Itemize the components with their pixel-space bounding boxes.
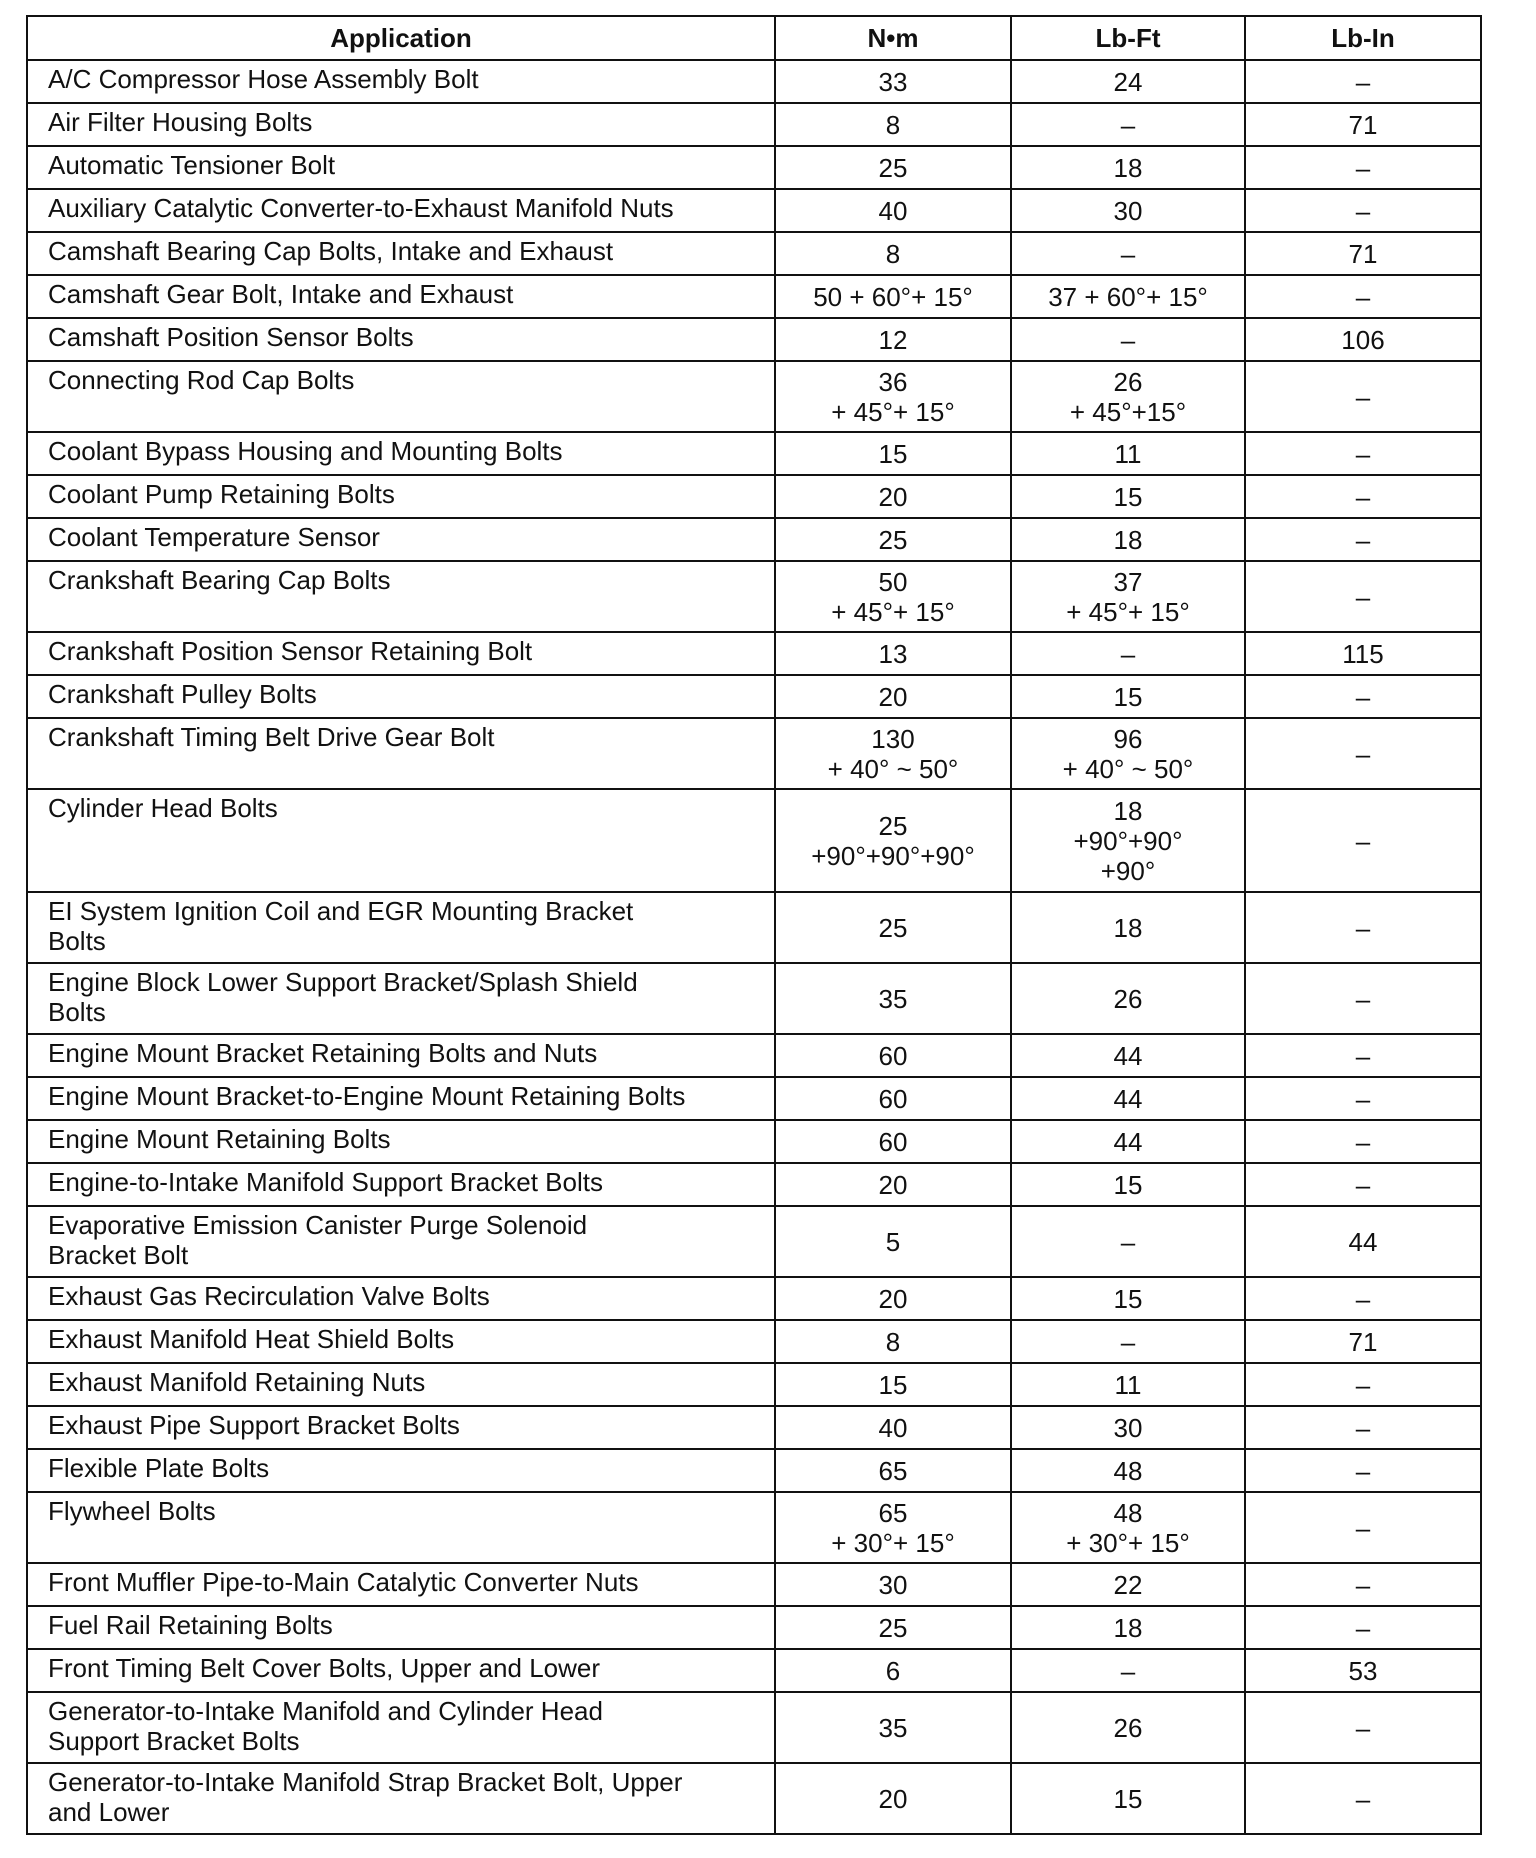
newton-meters-cell: 8 (775, 103, 1011, 146)
pound-inches-cell: – (1245, 518, 1481, 561)
application-cell: Cylinder Head Bolts (27, 789, 775, 892)
newton-meters-cell: 30 (775, 1563, 1011, 1606)
table-row (27, 1649, 1481, 1692)
pound-feet-cell: 48 + 30°+ 15° (1011, 1492, 1245, 1563)
pound-feet-cell: 30 (1011, 189, 1245, 232)
pound-inches-cell: – (1245, 1163, 1481, 1206)
pound-feet-cell: 15 (1011, 1163, 1245, 1206)
newton-meters-cell: 65 + 30°+ 15° (775, 1492, 1011, 1563)
pound-inches-cell: 44 (1245, 1206, 1481, 1277)
table-row (27, 1492, 1481, 1563)
newton-meters-cell: 25 (775, 146, 1011, 189)
newton-meters-cell: 130 + 40° ~ 50° (775, 718, 1011, 789)
application-cell: EI System Ignition Coil and EGR Mounting Bracket Bolts (27, 892, 775, 963)
pound-inches-cell: – (1245, 432, 1481, 475)
pound-inches-cell: – (1245, 189, 1481, 232)
table-row (27, 232, 1481, 275)
pound-inches-cell: 71 (1245, 103, 1481, 146)
newton-meters-cell: 13 (775, 632, 1011, 675)
torque-specification-table (26, 15, 1482, 1835)
pound-inches-cell: 71 (1245, 1320, 1481, 1363)
column-header-pound-feet: Lb-Ft (1011, 16, 1245, 60)
application-cell: Exhaust Gas Recirculation Valve Bolts (27, 1277, 775, 1320)
application-cell: Crankshaft Position Sensor Retaining Bolt (27, 632, 775, 675)
pound-feet-cell: 11 (1011, 1363, 1245, 1406)
column-header-pound-inches: Lb-In (1245, 16, 1481, 60)
table-row (27, 432, 1481, 475)
pound-inches-cell: – (1245, 1449, 1481, 1492)
pound-feet-cell: – (1011, 1206, 1245, 1277)
application-cell: Crankshaft Pulley Bolts (27, 675, 775, 718)
table-row (27, 1077, 1481, 1120)
application-cell: Flywheel Bolts (27, 1492, 775, 1563)
pound-inches-cell: – (1245, 789, 1481, 892)
table-row (27, 1163, 1481, 1206)
application-cell: Generator-to-Intake Manifold and Cylinder Head Support Bracket Bolts (27, 1692, 775, 1763)
pound-feet-cell: 18 (1011, 146, 1245, 189)
newton-meters-cell: 6 (775, 1649, 1011, 1692)
pound-inches-cell: – (1245, 1034, 1481, 1077)
newton-meters-cell: 36 + 45°+ 15° (775, 361, 1011, 432)
pound-feet-cell: – (1011, 1320, 1245, 1363)
application-cell: Auxiliary Catalytic Converter-to-Exhaust Manifold Nuts (27, 189, 775, 232)
application-cell: Front Muffler Pipe-to-Main Catalytic Converter Nuts (27, 1563, 775, 1606)
pound-inches-cell: 115 (1245, 632, 1481, 675)
newton-meters-cell: 40 (775, 1406, 1011, 1449)
pound-feet-cell: 26 + 45°+15° (1011, 361, 1245, 432)
pound-feet-cell: 11 (1011, 432, 1245, 475)
pound-inches-cell: – (1245, 1563, 1481, 1606)
pound-inches-cell: 106 (1245, 318, 1481, 361)
pound-inches-cell: 53 (1245, 1649, 1481, 1692)
newton-meters-cell: 65 (775, 1449, 1011, 1492)
newton-meters-cell: 40 (775, 189, 1011, 232)
newton-meters-cell: 60 (775, 1077, 1011, 1120)
newton-meters-cell: 25 (775, 892, 1011, 963)
application-cell: Engine Mount Retaining Bolts (27, 1120, 775, 1163)
pound-feet-cell: – (1011, 632, 1245, 675)
newton-meters-cell: 33 (775, 60, 1011, 103)
newton-meters-cell: 50 + 45°+ 15° (775, 561, 1011, 632)
pound-inches-cell: – (1245, 475, 1481, 518)
pound-feet-cell: – (1011, 103, 1245, 146)
newton-meters-cell: 60 (775, 1034, 1011, 1077)
table-header (27, 16, 1481, 60)
table-row (27, 1449, 1481, 1492)
pound-feet-cell: 15 (1011, 1763, 1245, 1834)
pound-feet-cell: 44 (1011, 1077, 1245, 1120)
table-row (27, 361, 1481, 432)
newton-meters-cell: 25 (775, 518, 1011, 561)
newton-meters-cell: 20 (775, 1163, 1011, 1206)
table-row (27, 1206, 1481, 1277)
table-row (27, 518, 1481, 561)
application-cell: Engine Mount Bracket-to-Engine Mount Retaining Bolts (27, 1077, 775, 1120)
table-row (27, 1034, 1481, 1077)
pound-feet-cell: 15 (1011, 675, 1245, 718)
table-row (27, 892, 1481, 963)
application-cell: Fuel Rail Retaining Bolts (27, 1606, 775, 1649)
pound-feet-cell: 44 (1011, 1034, 1245, 1077)
pound-feet-cell: – (1011, 1649, 1245, 1692)
pound-inches-cell: – (1245, 146, 1481, 189)
pound-inches-cell: – (1245, 1606, 1481, 1649)
newton-meters-cell: 15 (775, 1363, 1011, 1406)
table-row (27, 1606, 1481, 1649)
pound-feet-cell: 24 (1011, 60, 1245, 103)
application-cell: Evaporative Emission Canister Purge Solenoid Bracket Bolt (27, 1206, 775, 1277)
pound-inches-cell: – (1245, 1120, 1481, 1163)
pound-feet-cell: 37 + 60°+ 15° (1011, 275, 1245, 318)
application-cell: Exhaust Manifold Heat Shield Bolts (27, 1320, 775, 1363)
application-cell: Generator-to-Intake Manifold Strap Bracket Bolt, Upper and Lower (27, 1763, 775, 1834)
application-cell: Crankshaft Timing Belt Drive Gear Bolt (27, 718, 775, 789)
table-row (27, 963, 1481, 1034)
pound-feet-cell: – (1011, 318, 1245, 361)
pound-inches-cell: – (1245, 361, 1481, 432)
pound-inches-cell: – (1245, 1363, 1481, 1406)
newton-meters-cell: 20 (775, 1763, 1011, 1834)
application-cell: Flexible Plate Bolts (27, 1449, 775, 1492)
table-row (27, 718, 1481, 789)
table-row (27, 189, 1481, 232)
pound-feet-cell: 18 +90°+90° +90° (1011, 789, 1245, 892)
pound-inches-cell: – (1245, 1406, 1481, 1449)
pound-feet-cell: 15 (1011, 475, 1245, 518)
application-cell: Automatic Tensioner Bolt (27, 146, 775, 189)
pound-inches-cell: – (1245, 892, 1481, 963)
newton-meters-cell: 8 (775, 232, 1011, 275)
application-cell: Camshaft Position Sensor Bolts (27, 318, 775, 361)
pound-feet-cell: – (1011, 232, 1245, 275)
table-row (27, 632, 1481, 675)
pound-inches-cell: – (1245, 1492, 1481, 1563)
application-cell: Air Filter Housing Bolts (27, 103, 775, 146)
column-header-newton-meters: N•m (775, 16, 1011, 60)
newton-meters-cell: 8 (775, 1320, 1011, 1363)
pound-feet-cell: 15 (1011, 1277, 1245, 1320)
pound-feet-cell: 18 (1011, 518, 1245, 561)
table-row (27, 789, 1481, 892)
table-row (27, 103, 1481, 146)
application-cell: Camshaft Bearing Cap Bolts, Intake and Exhaust (27, 232, 775, 275)
pound-inches-cell: – (1245, 561, 1481, 632)
newton-meters-cell: 20 (775, 475, 1011, 518)
pound-feet-cell: 30 (1011, 1406, 1245, 1449)
table-row (27, 1763, 1481, 1834)
table-row (27, 1363, 1481, 1406)
application-cell: Coolant Bypass Housing and Mounting Bolts (27, 432, 775, 475)
application-cell: Engine Block Lower Support Bracket/Splash Shield Bolts (27, 963, 775, 1034)
table-row (27, 275, 1481, 318)
pound-inches-cell: – (1245, 1692, 1481, 1763)
newton-meters-cell: 20 (775, 675, 1011, 718)
table-row (27, 1563, 1481, 1606)
pound-inches-cell: – (1245, 963, 1481, 1034)
pound-feet-cell: 18 (1011, 892, 1245, 963)
pound-feet-cell: 37 + 45°+ 15° (1011, 561, 1245, 632)
table-row (27, 146, 1481, 189)
application-cell: Exhaust Manifold Retaining Nuts (27, 1363, 775, 1406)
table-row (27, 561, 1481, 632)
application-cell: Camshaft Gear Bolt, Intake and Exhaust (27, 275, 775, 318)
pound-inches-cell: – (1245, 60, 1481, 103)
pound-feet-cell: 18 (1011, 1606, 1245, 1649)
pound-feet-cell: 26 (1011, 963, 1245, 1034)
pound-feet-cell: 96 + 40° ~ 50° (1011, 718, 1245, 789)
newton-meters-cell: 35 (775, 1692, 1011, 1763)
application-cell: Engine Mount Bracket Retaining Bolts and Nuts (27, 1034, 775, 1077)
pound-feet-cell: 26 (1011, 1692, 1245, 1763)
newton-meters-cell: 12 (775, 318, 1011, 361)
table-row (27, 1406, 1481, 1449)
application-cell: Coolant Pump Retaining Bolts (27, 475, 775, 518)
newton-meters-cell: 5 (775, 1206, 1011, 1277)
pound-feet-cell: 44 (1011, 1120, 1245, 1163)
table-body (27, 60, 1481, 1834)
application-cell: Engine-to-Intake Manifold Support Bracket Bolts (27, 1163, 775, 1206)
newton-meters-cell: 25 (775, 1606, 1011, 1649)
pound-inches-cell: – (1245, 1277, 1481, 1320)
application-cell: A/C Compressor Hose Assembly Bolt (27, 60, 775, 103)
application-cell: Crankshaft Bearing Cap Bolts (27, 561, 775, 632)
application-cell: Exhaust Pipe Support Bracket Bolts (27, 1406, 775, 1449)
pound-inches-cell: – (1245, 1077, 1481, 1120)
table-row (27, 318, 1481, 361)
table-row (27, 1120, 1481, 1163)
pound-inches-cell: – (1245, 1763, 1481, 1834)
pound-inches-cell: – (1245, 718, 1481, 789)
pound-feet-cell: 48 (1011, 1449, 1245, 1492)
table-row (27, 1277, 1481, 1320)
newton-meters-cell: 35 (775, 963, 1011, 1034)
pound-feet-cell: 22 (1011, 1563, 1245, 1606)
application-cell: Connecting Rod Cap Bolts (27, 361, 775, 432)
table-row (27, 60, 1481, 103)
table-row (27, 1320, 1481, 1363)
header-row (27, 16, 1481, 60)
newton-meters-cell: 20 (775, 1277, 1011, 1320)
table-row (27, 675, 1481, 718)
newton-meters-cell: 60 (775, 1120, 1011, 1163)
table-row (27, 1692, 1481, 1763)
pound-inches-cell: – (1245, 275, 1481, 318)
application-cell: Front Timing Belt Cover Bolts, Upper and Lower (27, 1649, 775, 1692)
column-header-application: Application (27, 16, 775, 60)
newton-meters-cell: 25 +90°+90°+90° (775, 789, 1011, 892)
pound-inches-cell: 71 (1245, 232, 1481, 275)
application-cell: Coolant Temperature Sensor (27, 518, 775, 561)
newton-meters-cell: 50 + 60°+ 15° (775, 275, 1011, 318)
pound-inches-cell: – (1245, 675, 1481, 718)
table-row (27, 475, 1481, 518)
newton-meters-cell: 15 (775, 432, 1011, 475)
